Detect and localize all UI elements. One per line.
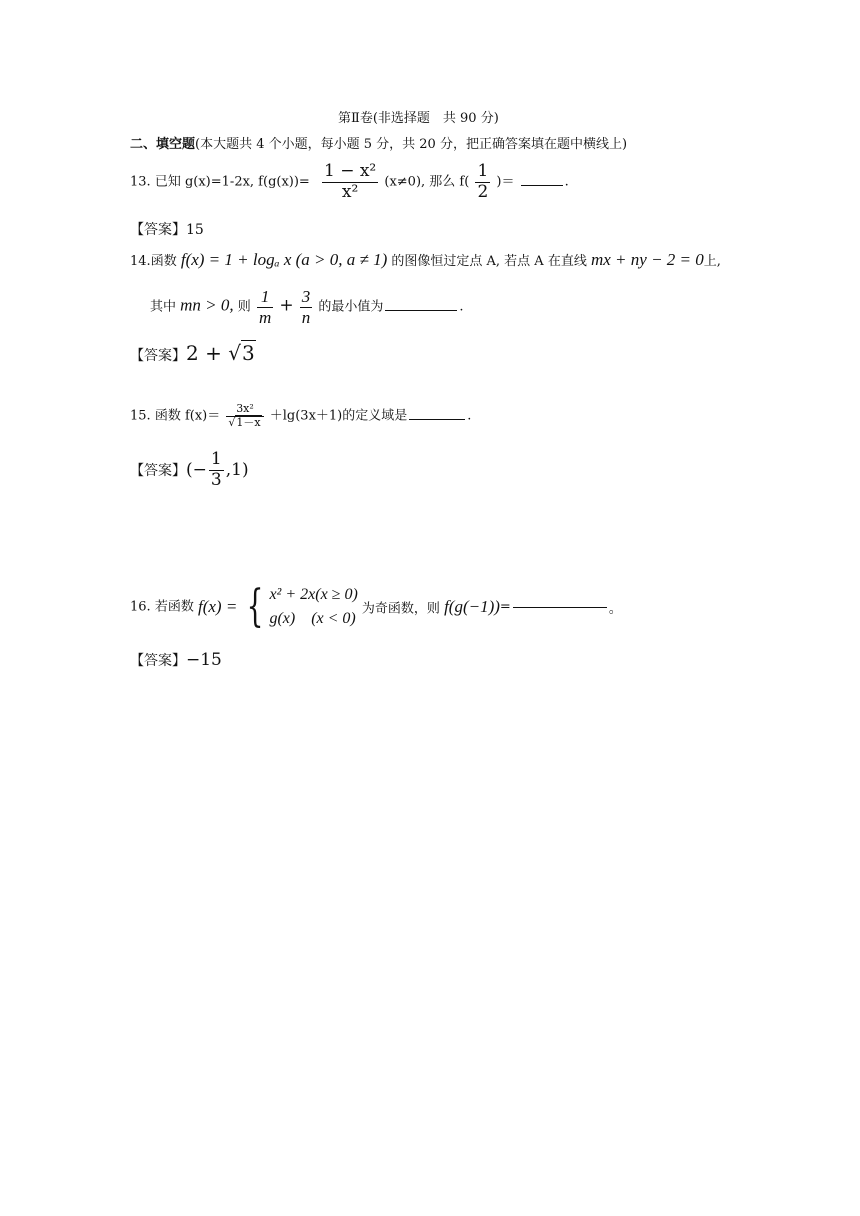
question-14-line-equation: mx + ny − 2 = 0 bbox=[590, 250, 704, 269]
question-14 bbox=[130, 250, 721, 270]
section-title: 第Ⅱ卷(非选择题 共 90 分) bbox=[338, 111, 499, 126]
question-14-answer bbox=[130, 341, 256, 365]
answer-fraction bbox=[209, 450, 224, 490]
question-14-then: 则 bbox=[237, 299, 251, 315]
question-14-formula: f(x) = 1 + logₐ x (a > 0, a ≠ 1) bbox=[180, 250, 388, 269]
section-heading-note: (本大题共 4 个小题，每小题 5 分，共 20 分，把正确答案填在题中横线上) bbox=[195, 137, 628, 152]
question-13-number: 13. bbox=[130, 174, 151, 190]
question-15-fraction-numerator: 3x² bbox=[226, 403, 263, 417]
answer-close: ,1) bbox=[225, 460, 249, 481]
question-14-condition: mn > 0, bbox=[180, 295, 234, 315]
question-14-suffix: 上, bbox=[703, 254, 721, 269]
question-14-line2-prefix: 其中 bbox=[150, 299, 177, 315]
question-16-mid: 为奇函数，则 bbox=[361, 601, 440, 617]
question-16-end: 。 bbox=[608, 601, 622, 617]
left-brace-icon: { bbox=[247, 581, 264, 632]
question-13-text: 已知 g(x)=1-2x, f(g(x))= bbox=[154, 174, 310, 190]
question-15-fraction-denominator bbox=[226, 417, 263, 430]
section-heading bbox=[130, 133, 627, 152]
question-14-middle: 的图像恒过定点 A, 若点 A 在直线 bbox=[391, 254, 587, 269]
answer-open: (− bbox=[186, 460, 207, 481]
answer-label: 【答案】 bbox=[130, 348, 186, 364]
question-13-blank[interactable] bbox=[521, 184, 563, 186]
question-13-half-numerator: 1 bbox=[477, 161, 489, 181]
question-14-prefix: 函数 bbox=[150, 254, 177, 269]
question-13-half-denominator: 2 bbox=[477, 181, 489, 202]
answer-label: 【答案】 bbox=[130, 463, 186, 480]
question-14-fraction-2 bbox=[300, 287, 313, 327]
question-15-fraction bbox=[226, 403, 263, 429]
sqrt-icon: √ bbox=[228, 415, 236, 429]
question-15-prefix: 函数 f(x)＝ bbox=[154, 408, 221, 424]
answer-value: 15 bbox=[186, 222, 204, 238]
question-15-period: . bbox=[467, 408, 472, 424]
question-13-text-after: )＝ bbox=[496, 174, 515, 190]
sqrt-icon: √ bbox=[228, 341, 241, 365]
question-13-fraction bbox=[322, 162, 378, 202]
question-15-rest: ＋lg(3x＋1)的定义域是 bbox=[269, 408, 408, 424]
question-13-fraction-denominator: x² bbox=[341, 181, 359, 202]
question-14-fraction-1 bbox=[257, 287, 273, 327]
question-16-case-1: x² + 2x(x ≥ 0) bbox=[269, 586, 358, 603]
question-16-answer bbox=[130, 650, 222, 670]
question-14-blank[interactable] bbox=[385, 309, 457, 311]
question-13-condition: (x≠0), 那么 f( bbox=[384, 174, 470, 190]
question-13-answer bbox=[130, 219, 204, 239]
question-15 bbox=[130, 403, 471, 429]
question-14-fraction-2-numerator: 3 bbox=[301, 287, 311, 306]
answer-label: 【答案】 bbox=[130, 222, 186, 238]
question-16-number: 16. bbox=[130, 599, 151, 615]
answer-label: 【答案】 bbox=[130, 653, 186, 669]
question-13-half bbox=[475, 162, 490, 202]
question-16-equals: = bbox=[499, 599, 511, 615]
question-16-expression: f(g(−1)) bbox=[444, 597, 500, 616]
answer-value-radicand: 3 bbox=[241, 341, 255, 365]
question-16-lhs: f(x) = bbox=[197, 597, 238, 616]
question-14-fraction-2-denominator: n bbox=[301, 307, 311, 327]
question-16-prefix: 若函数 bbox=[154, 599, 194, 615]
answer-fraction-numerator: 1 bbox=[210, 449, 222, 469]
question-15-blank[interactable] bbox=[409, 418, 465, 420]
answer-value-main: 2 + bbox=[186, 341, 229, 365]
question-14-line2 bbox=[150, 287, 464, 327]
answer-fraction-denominator: 3 bbox=[210, 469, 222, 490]
question-14-period: . bbox=[459, 299, 464, 315]
answer-value bbox=[186, 340, 256, 365]
question-14-fraction-1-numerator: 1 bbox=[257, 287, 273, 308]
question-15-radicand: 1－x bbox=[236, 415, 261, 429]
question-13: 13. 已知 g(x)=1-2x, f(g(x))= $\frac{\text{1 − x²}}{\text{x²}}$ (x≠0), 那么 f( $\frac{1}{2}$ )＝ . bbox=[130, 161, 569, 202]
question-16-cases bbox=[269, 583, 357, 631]
question-14-question: 的最小值为 bbox=[318, 299, 384, 315]
question-15-number: 15. bbox=[130, 408, 151, 424]
question-14-plus: + bbox=[279, 295, 294, 316]
question-15-answer bbox=[130, 450, 249, 490]
question-14-number: 14. bbox=[130, 254, 151, 269]
question-16-blank[interactable] bbox=[513, 606, 607, 608]
answer-value: −15 bbox=[186, 650, 222, 670]
question-16-case-2: g(x) (x < 0) bbox=[269, 610, 356, 627]
question-13-fraction-numerator: 1 − x² bbox=[323, 161, 377, 181]
question-14-fraction-1-denominator: m bbox=[258, 307, 272, 327]
section-heading-label: 二、填空题 bbox=[130, 137, 196, 152]
question-16 bbox=[130, 583, 622, 631]
